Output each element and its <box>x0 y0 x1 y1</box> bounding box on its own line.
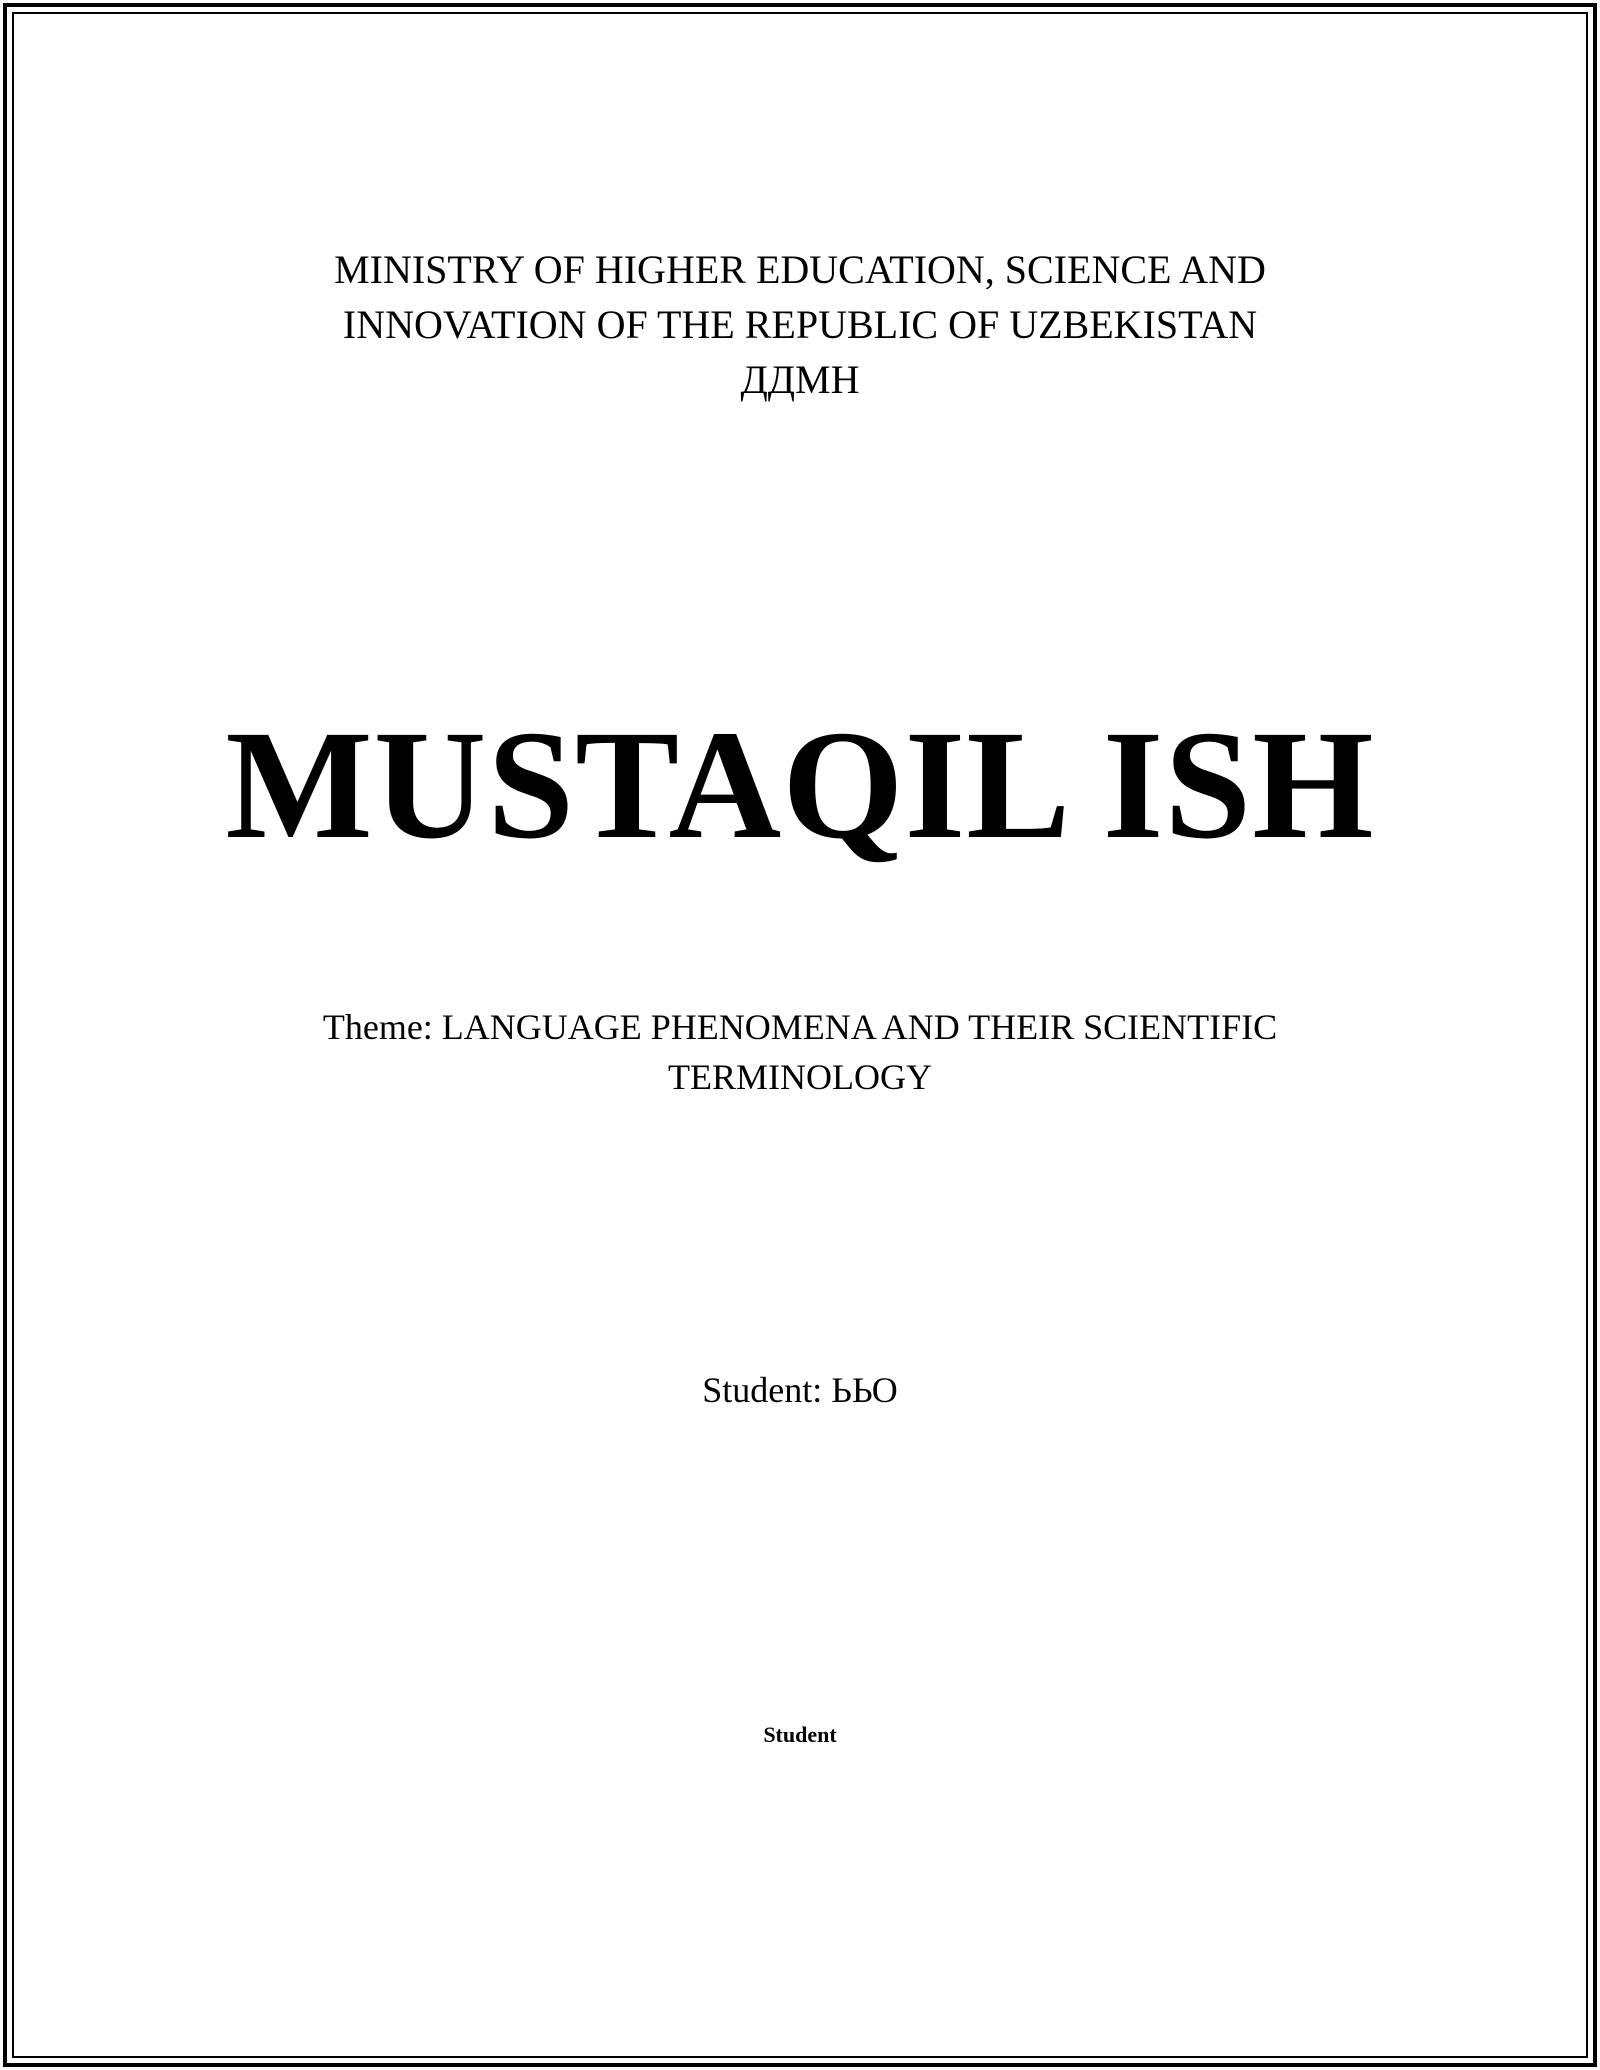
ministry-header <box>0 242 1600 407</box>
ministry-line-1: MINISTRY OF HIGHER EDUCATION, SCIENCE AND <box>334 247 1266 292</box>
theme-section <box>0 1002 1600 1102</box>
student-line: Student: ЬЬО <box>702 1370 898 1410</box>
ministry-line-2: INNOVATION OF THE REPUBLIC OF UZBEKISTAN <box>342 302 1258 347</box>
document-title: MUSTAQIL ISH <box>225 698 1375 871</box>
footer-student-label: Student <box>763 1722 837 1747</box>
theme-line-2: TERMINOLOGY <box>668 1057 932 1097</box>
theme-line-1: Theme: LANGUAGE PHENOMENA AND THEIR SCIENTIFIC <box>322 1007 1278 1047</box>
ministry-line-3: ДДМН <box>740 357 860 402</box>
